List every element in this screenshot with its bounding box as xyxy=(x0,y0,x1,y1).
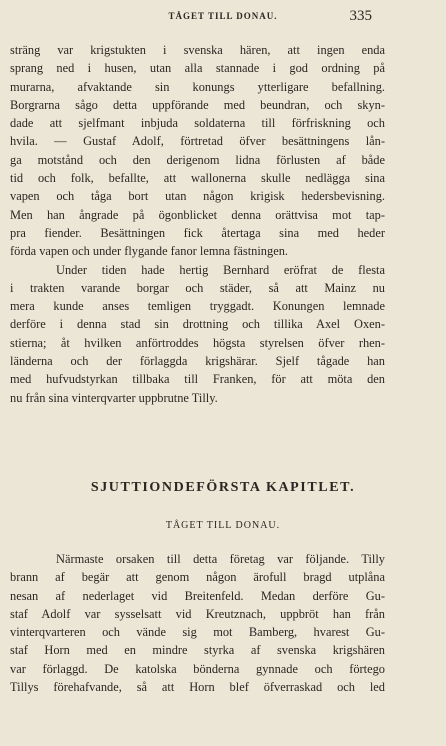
text-line: pra fiender. Besättningen fick återtaga sina med heder xyxy=(10,225,385,240)
section-title: TÅGET TILL DONAU. xyxy=(165,520,281,531)
text-line: staf Adolf var sysselsatt vid Kreutznach, uppbröt han från xyxy=(10,606,385,621)
text-line: nu från sina vinterqvarter uppbrutne Tilly. xyxy=(10,390,218,405)
text-line: var förlaggd. De katolska bönderna gynnade och förtego xyxy=(10,661,385,676)
text-line: Under tiden hade hertig Bernhard eröfrat de flesta xyxy=(56,262,385,277)
running-head xyxy=(0,8,446,27)
body-text-top xyxy=(10,41,385,407)
text-line: brann af begär att genom någon ärofull bragd utplåna xyxy=(10,570,385,585)
body-text-bottom xyxy=(10,550,385,696)
running-title: TÅGET TILL DONAU. xyxy=(168,11,278,21)
text-line: nesan af nederlaget vid Breitenfeld. Medan derföre Gu- xyxy=(10,588,385,603)
text-line: staf Horn med en mindre styrka af svenska krigshären xyxy=(10,643,385,658)
text-line: länderna och der förlaggda krigshärar. Sjelf tågade han xyxy=(10,354,385,369)
text-line: i trakten varande borgar och städer, så att Mainz nu xyxy=(10,280,385,295)
text-line: ga motstånd och den derigenom lidna förlusten af både xyxy=(10,152,385,167)
text-line: stierna; åt hvilken anförtroddes högsta styrelsen öfver rhen- xyxy=(10,335,385,350)
text-line: hvila. — Gustaf Adolf, förtretad öfver besättningens lån- xyxy=(10,134,385,149)
text-line: sträng var krigstukten i svenska hären, att ingen enda xyxy=(10,43,385,57)
text-line: vinterqvarteren och vände sig mot Bamberg, hvarest Gu- xyxy=(10,625,385,640)
text-line: Men han ångrade på ögonblicket denna orättvisa mot tap- xyxy=(10,207,385,222)
text-line: förda vapen och under flygande fanor lemna fästningen. xyxy=(10,244,288,259)
text-line: murarna, afvaktande sin konungs ytterligare befallning. xyxy=(10,79,385,94)
text-line: derföre i denna stad sin drottning och tillika Axel Oxen- xyxy=(10,317,385,332)
chapter-heading: SJUTTIONDEFÖRSTA KAPITLET. xyxy=(90,480,356,495)
page-number: 335 xyxy=(349,8,372,24)
text-line: sprang ned i husen, utan alla stannade i god ordning på xyxy=(10,61,385,76)
text-line: Närmaste orsaken till detta företag var följande. Tilly xyxy=(56,552,385,566)
text-line: mera kunde anses temligen tryggadt. Konungen lemnade xyxy=(10,299,385,314)
text-line: med hufvudstyrkan tillbaka till Franken, för att möta den xyxy=(10,372,385,387)
text-line: tid och folk, befallte, att wallonerna skulle nedlägga sina xyxy=(10,171,385,186)
text-line: dade att sjelfmant inbjuda soldaterna till förfriskning och xyxy=(10,116,385,131)
text-line: Borgrarna sågo detta uppförande med beundran, och skyn- xyxy=(10,97,385,112)
text-line: vapen och tåga bort utan någon krigisk hedersbevisning. xyxy=(10,189,385,204)
text-line: Tillys förehafvande, så att Horn blef öfverraskad och led xyxy=(10,680,385,695)
